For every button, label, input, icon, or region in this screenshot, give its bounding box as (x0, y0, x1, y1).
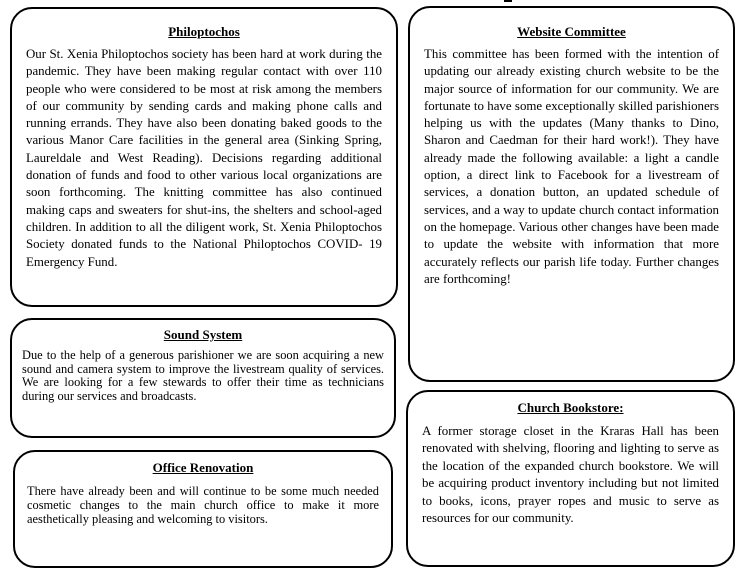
office-renovation-heading: Office Renovation (152, 460, 254, 475)
website-committee-heading: Website Committee (517, 24, 626, 39)
church-bookstore-body: A former storage closet in the Kraras Hall has been renovated with shelving, flooring and lighting to serve as the location of the expanded church bookstore. We will be acquiring product inventory including but not limited to books, icons, prayer ropes and music to serve as resources for our community. (422, 424, 719, 526)
philoptochos-section (10, 7, 398, 307)
church-bookstore-heading: Church Bookstore: (517, 400, 624, 415)
office-renovation-section (13, 450, 393, 568)
sound-system-section (10, 318, 396, 438)
sound-system-heading: Sound System (163, 327, 243, 342)
philoptochos-heading: Philoptochos (168, 24, 240, 39)
office-renovation-body: There have already been and will continue to be some much needed cosmetic changes to the main church office to make it more aesthetically pleasing and welcoming to visitors. (27, 484, 379, 527)
website-committee-section (408, 6, 735, 382)
philoptochos-body: Our St. Xenia Philoptochos society has been hard at work during the pandemic. They have been making regular contact with over 110 people who were considered to be most at risk among the members of our community by sending cards and making phone calls and running errands. They have also been donating baked goods to the various Manor Care facilities in the general area (Sinking Spring, Laureldale and West Reading). Decisions regarding additional donation of funds and food to other various local organizations are soon forthcoming. The knitting committee has also continued making caps and sweaters for shut-ins, the shelters and school-aged children. In addition to all the diligent work, St. Xenia Philoptochos Society donated funds to the National Philoptochos COVID- 19 Emergency Fund. (26, 47, 382, 269)
website-committee-body: This committee has been formed with the intention of updating our already existing church website to be the major source of information for our community. We are fortunate to have some exceptionally skilled parishioners helping us with the updates (Many thanks to Dino, Sharon and Caedman for their hard work!). They have already made the following available: a light a candle option, a direct link to Facebook for a livestream of services, a donation button, an updated schedule of services, and a way to update church contact information on the homepage. Various other changes have been made to update the website with information that more accurately reflects our parish life today. Further changes are forthcoming! (424, 47, 719, 286)
church-bookstore-section (406, 390, 735, 567)
top-edge-mark (504, 0, 512, 2)
sound-system-body: Due to the help of a generous parishioner we are soon acquiring a new sound and camera system to improve the livestream quality of services. We are looking for a few stewards to offer their time as technicians during our services and broadcasts. (22, 348, 384, 403)
